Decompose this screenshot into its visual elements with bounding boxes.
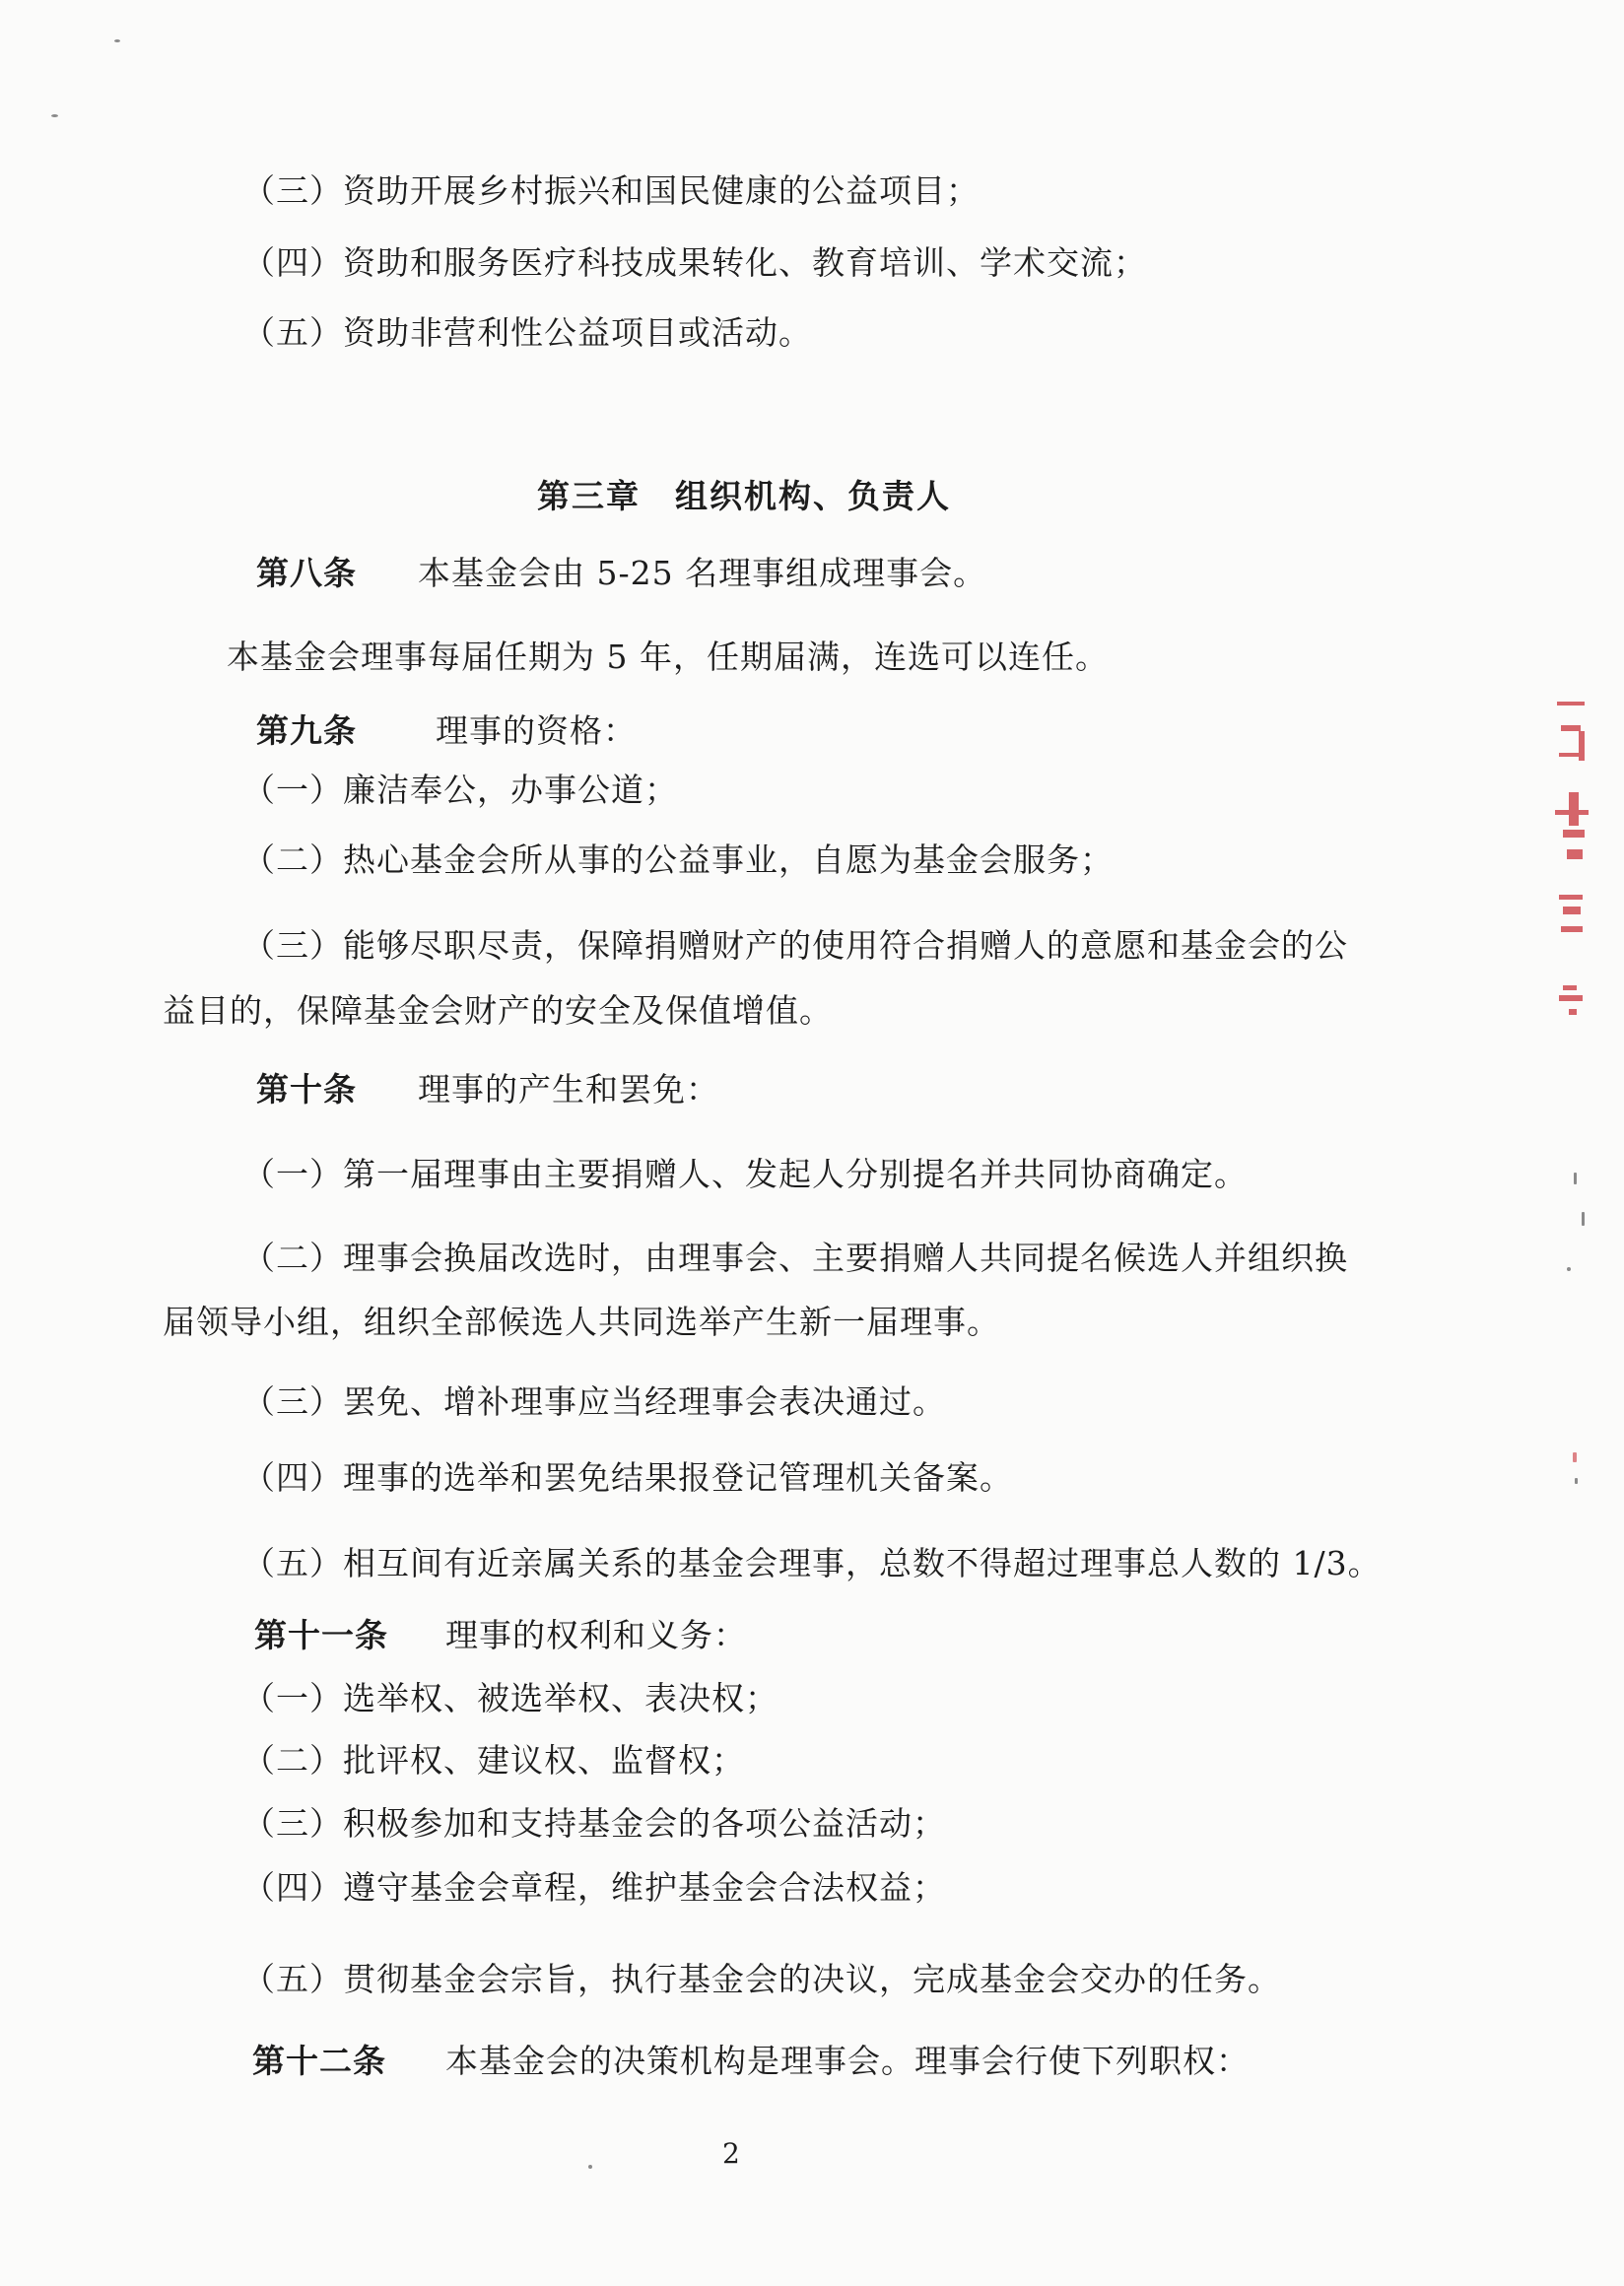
scan-speck — [1567, 1267, 1571, 1271]
article-label: 第十二条 — [252, 2042, 386, 2080]
scan-speck — [588, 2165, 592, 2169]
list-item: （三）罢免、增补理事应当经理事会表决通过。 — [242, 1382, 946, 1421]
list-item: （一）选举权、被选举权、表决权； — [242, 1679, 778, 1717]
list-item: （二）批评权、建议权、监督权； — [242, 1741, 745, 1780]
article-9 — [256, 709, 637, 753]
list-item: （三）能够尽职尽责，保障捐赠财产的使用符合捐赠人的意愿和基金会的公 — [242, 926, 1348, 965]
list-item: （三）积极参加和支持基金会的各项公益活动； — [242, 1804, 946, 1843]
paragraph: 本基金会理事每届任期为 5 年，任期届满，连选可以连任。 — [227, 638, 1109, 676]
list-item: （三）资助开展乡村振兴和国民健康的公益项目； — [242, 171, 980, 210]
article-12 — [252, 2040, 1250, 2083]
list-item-continuation: 届领导小组，组织全部候选人共同选举产生新一届理事。 — [163, 1303, 1000, 1341]
list-item: （五）资助非营利性公益项目或活动。 — [242, 313, 812, 352]
article-label: 第九条 — [256, 711, 357, 750]
article-11 — [254, 1614, 747, 1657]
chapter-title: 第三章 组织机构、负责人 — [537, 477, 951, 515]
scan-speck — [1574, 1173, 1577, 1184]
scan-speck — [1575, 1478, 1578, 1484]
list-item: （五）贯彻基金会宗旨，执行基金会的决议，完成基金会交办的任务。 — [242, 1960, 1281, 1998]
article-label: 第十一条 — [254, 1616, 388, 1654]
list-item: （四）遵守基金会章程，维护基金会合法权益； — [242, 1868, 946, 1907]
seal-stamp-edge — [1549, 702, 1608, 1056]
list-item-continuation: 益目的，保障基金会财产的安全及保值增值。 — [163, 991, 833, 1030]
article-label: 第十条 — [256, 1070, 357, 1109]
list-item: （四）理事的选举和罢免结果报登记管理机关备案。 — [242, 1458, 1013, 1497]
article-text: 理事的资格： — [436, 711, 637, 750]
article-text: 本基金会由 5-25 名理事组成理事会。 — [418, 554, 987, 592]
scan-speck — [114, 39, 120, 42]
list-item: （五）相互间有近亲属关系的基金会理事，总数不得超过理事总人数的 1/3。 — [242, 1544, 1382, 1582]
article-text: 本基金会的决策机构是理事会。理事会行使下列职权： — [445, 2042, 1250, 2080]
article-text: 理事的产生和罢免： — [418, 1070, 719, 1109]
article-label: 第八条 — [256, 554, 357, 592]
scan-speck — [1573, 1452, 1577, 1462]
list-item: （二）热心基金会所从事的公益事业，自愿为基金会服务； — [242, 840, 1114, 879]
list-item: （四）资助和服务医疗科技成果转化、教育培训、学术交流； — [242, 243, 1147, 282]
list-item: （二）理事会换届改选时，由理事会、主要捐赠人共同提名候选人并组织换 — [242, 1239, 1348, 1277]
scan-speck — [1582, 1212, 1585, 1226]
scan-speck — [51, 114, 58, 117]
article-10 — [256, 1068, 719, 1111]
page-number: 2 — [722, 2137, 740, 2170]
list-item: （一）第一届理事由主要捐赠人、发起人分别提名并共同协商确定。 — [242, 1155, 1248, 1193]
list-item: （一）廉洁奉公，办事公道； — [242, 771, 678, 809]
article-8 — [256, 552, 986, 595]
article-text: 理事的权利和义务： — [445, 1616, 747, 1654]
